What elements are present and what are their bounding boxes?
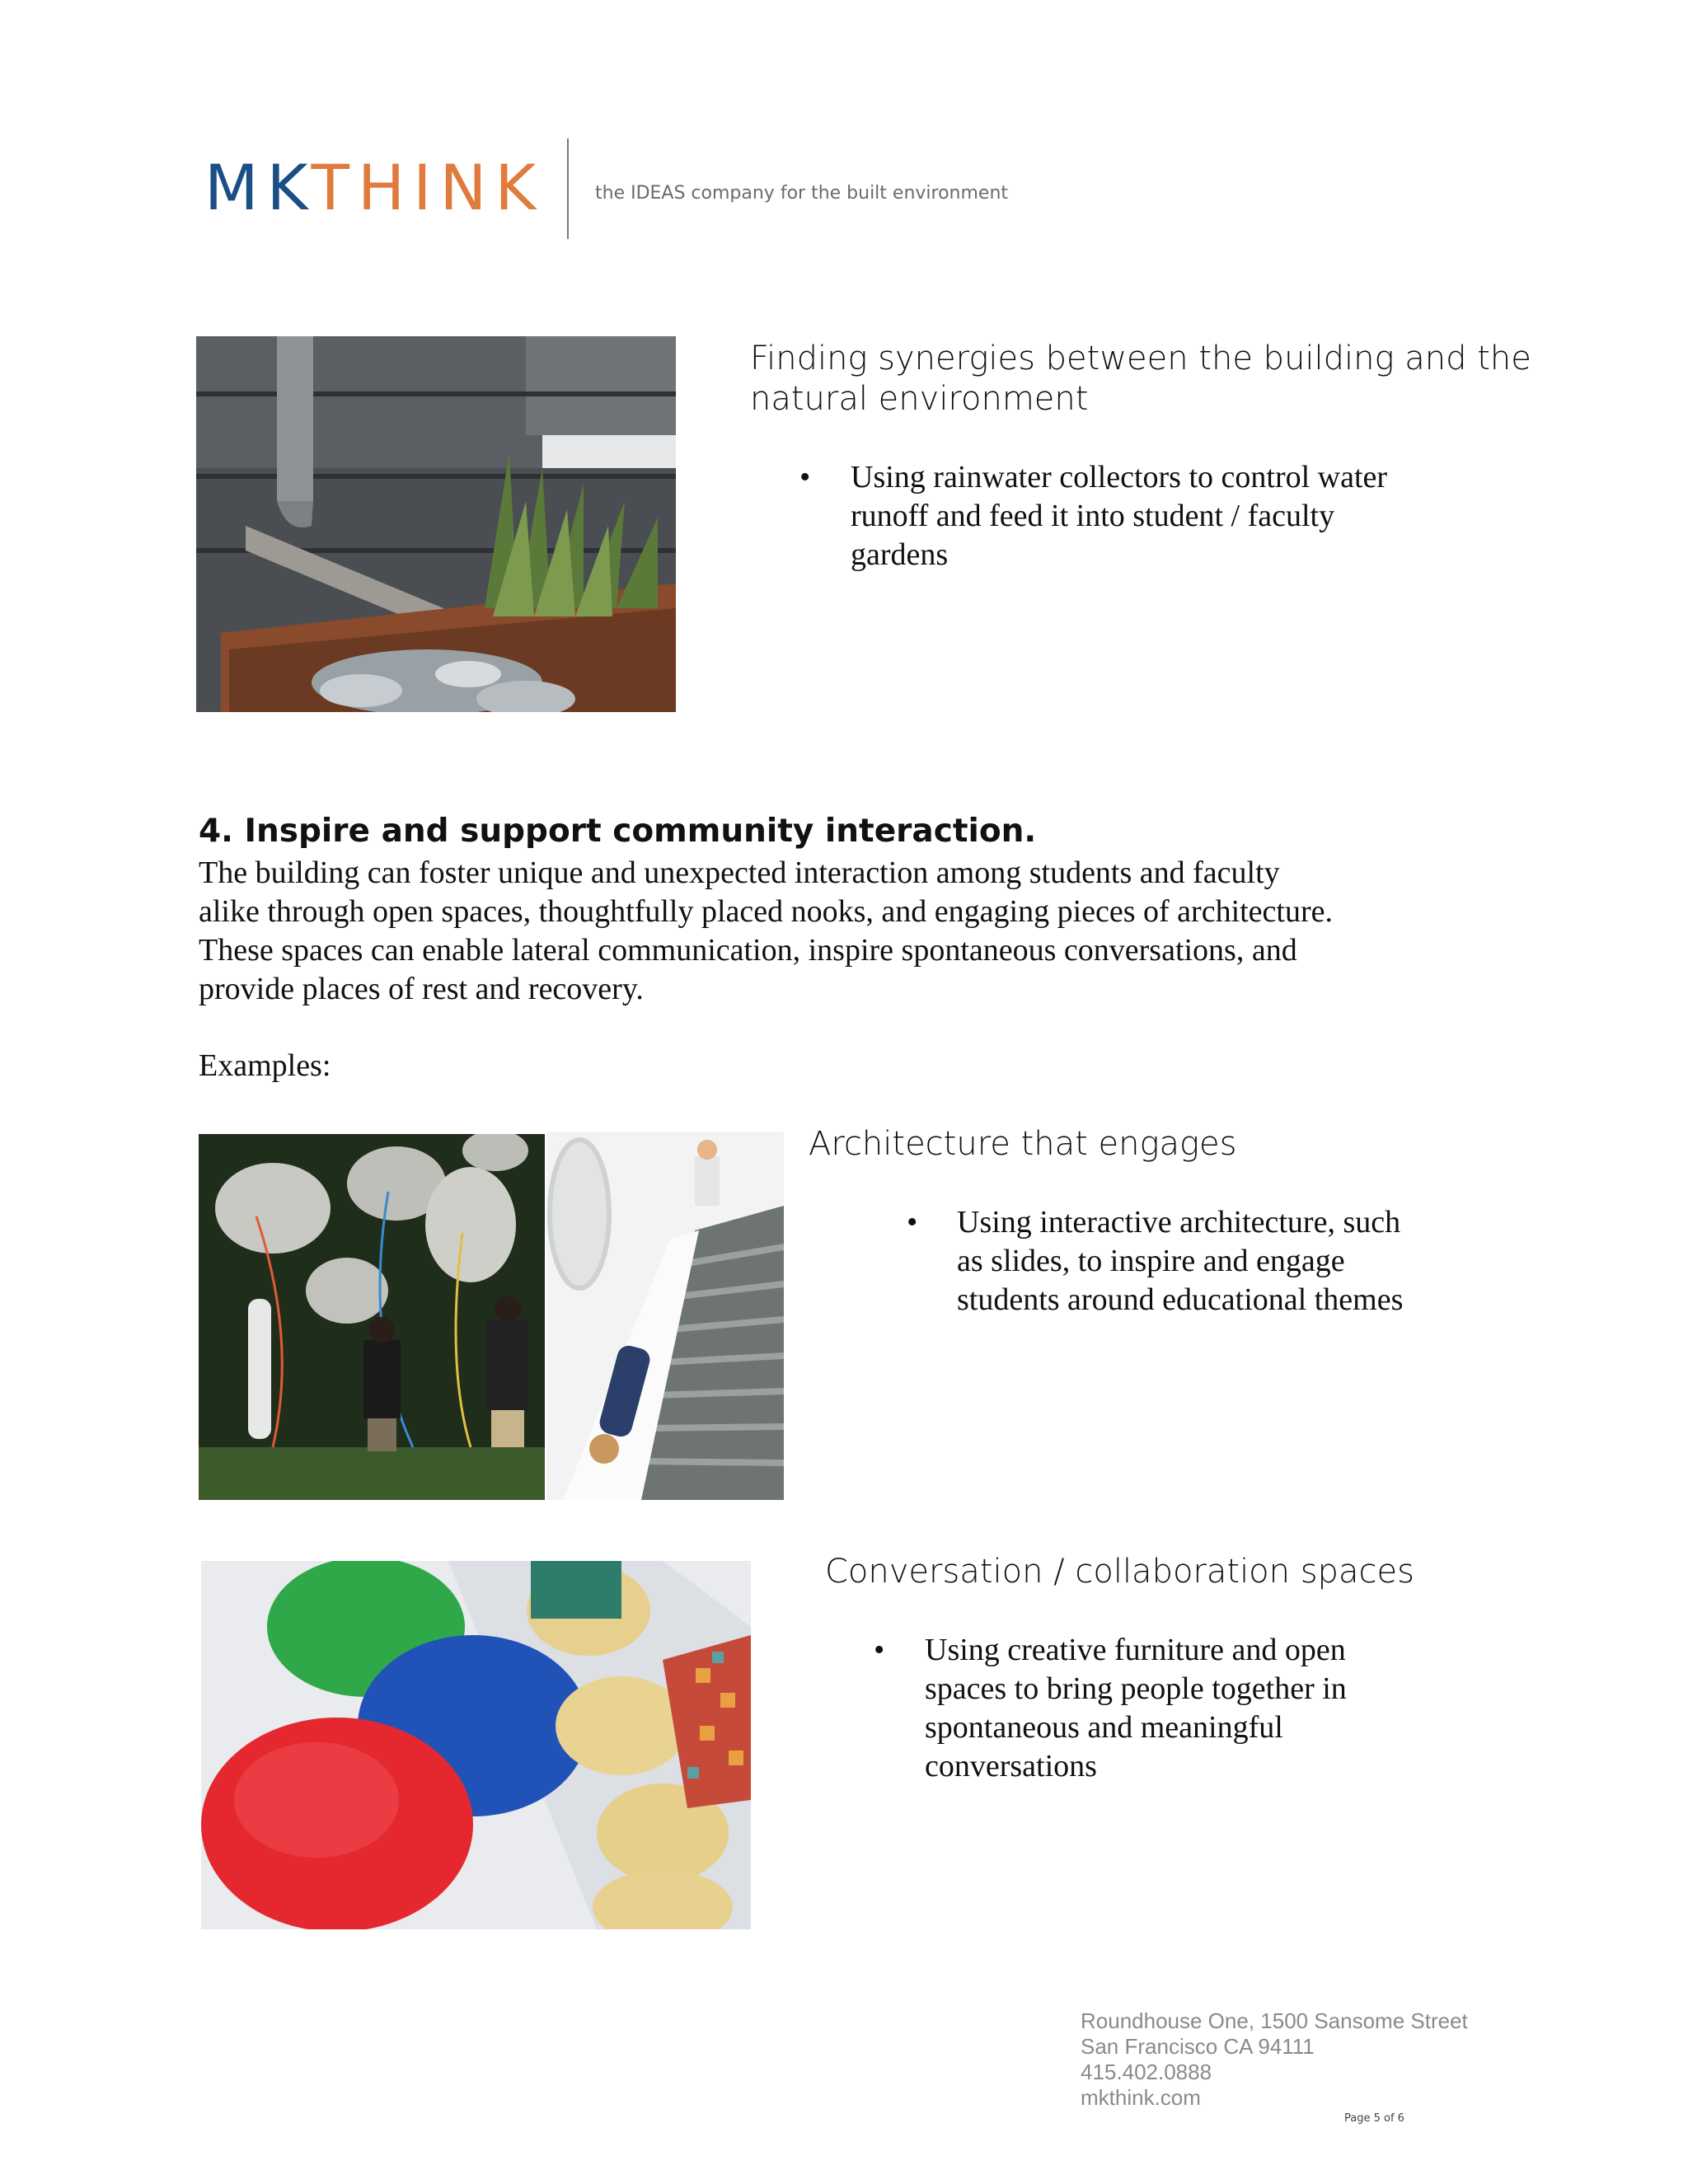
address-line: Roundhouse One, 1500 Sansome Street bbox=[1081, 2008, 1468, 2033]
rainwater-heading-line: natural environment bbox=[750, 380, 1089, 418]
bullet-line: students around educational themes bbox=[957, 1282, 1404, 1317]
website-link[interactable]: mkthink.com bbox=[1081, 2085, 1201, 2110]
bullet-line: spaces to bring people together in bbox=[925, 1671, 1347, 1706]
address-line: 415.402.0888 bbox=[1081, 2060, 1212, 2084]
mkthink-logo bbox=[204, 151, 545, 224]
bullet-line: spontaneous and meaningful bbox=[925, 1710, 1283, 1745]
company-tagline: the IDEAS company for the built environment bbox=[595, 183, 1009, 204]
conversation-heading: Conversation / collaboration spaces bbox=[825, 1553, 1414, 1591]
architecture-bullet-text bbox=[957, 1203, 1403, 1319]
collaboration-furniture-photo bbox=[201, 1561, 751, 1929]
paragraph-line: provide places of rest and recovery. bbox=[199, 972, 644, 1006]
bullet-line: Using creative furniture and open bbox=[925, 1633, 1346, 1667]
page-number: Page 5 of 6 bbox=[1344, 2112, 1404, 2125]
rainwater-collector-photo bbox=[196, 336, 676, 712]
bullet-marker: • bbox=[799, 460, 811, 494]
conversation-bullet-text bbox=[925, 1631, 1347, 1786]
paragraph-line: These spaces can enable lateral communication, inspire spontaneous conversations, and bbox=[199, 933, 1297, 968]
bullet-line: Using rainwater collectors to control water bbox=[851, 460, 1388, 494]
section4-title: 4. Inspire and support community interaction. bbox=[199, 813, 1037, 850]
logo-mk: MK bbox=[204, 151, 312, 224]
bullet-line: runoff and feed it into student / faculty bbox=[851, 499, 1335, 533]
examples-label: Examples: bbox=[199, 1048, 331, 1083]
section4-paragraph bbox=[199, 854, 1333, 1009]
architecture-heading: Architecture that engages bbox=[809, 1125, 1237, 1163]
rainwater-heading bbox=[750, 339, 1531, 419]
bullet-marker: • bbox=[907, 1205, 918, 1240]
interactive-wall-photo bbox=[199, 1134, 545, 1500]
paragraph-line: The building can foster unique and unexpected interaction among students and faculty bbox=[199, 855, 1280, 890]
rainwater-bullet-text bbox=[851, 458, 1387, 574]
address-line: San Francisco CA 94111 bbox=[1081, 2034, 1315, 2059]
header-divider bbox=[567, 138, 569, 239]
logo-think: THINK bbox=[311, 151, 545, 224]
bullet-line: Using interactive architecture, such bbox=[957, 1205, 1401, 1240]
bullet-line: gardens bbox=[851, 537, 949, 572]
bullet-line: conversations bbox=[925, 1749, 1097, 1783]
rainwater-heading-line: Finding synergies between the building and the bbox=[750, 340, 1531, 377]
bullet-marker: • bbox=[874, 1633, 885, 1667]
footer-address bbox=[1081, 2008, 1468, 2111]
slide-stairs-photo bbox=[546, 1132, 784, 1500]
paragraph-line: alike through open spaces, thoughtfully placed nooks, and engaging pieces of architecture. bbox=[199, 894, 1333, 929]
bullet-line: as slides, to inspire and engage bbox=[957, 1244, 1345, 1278]
